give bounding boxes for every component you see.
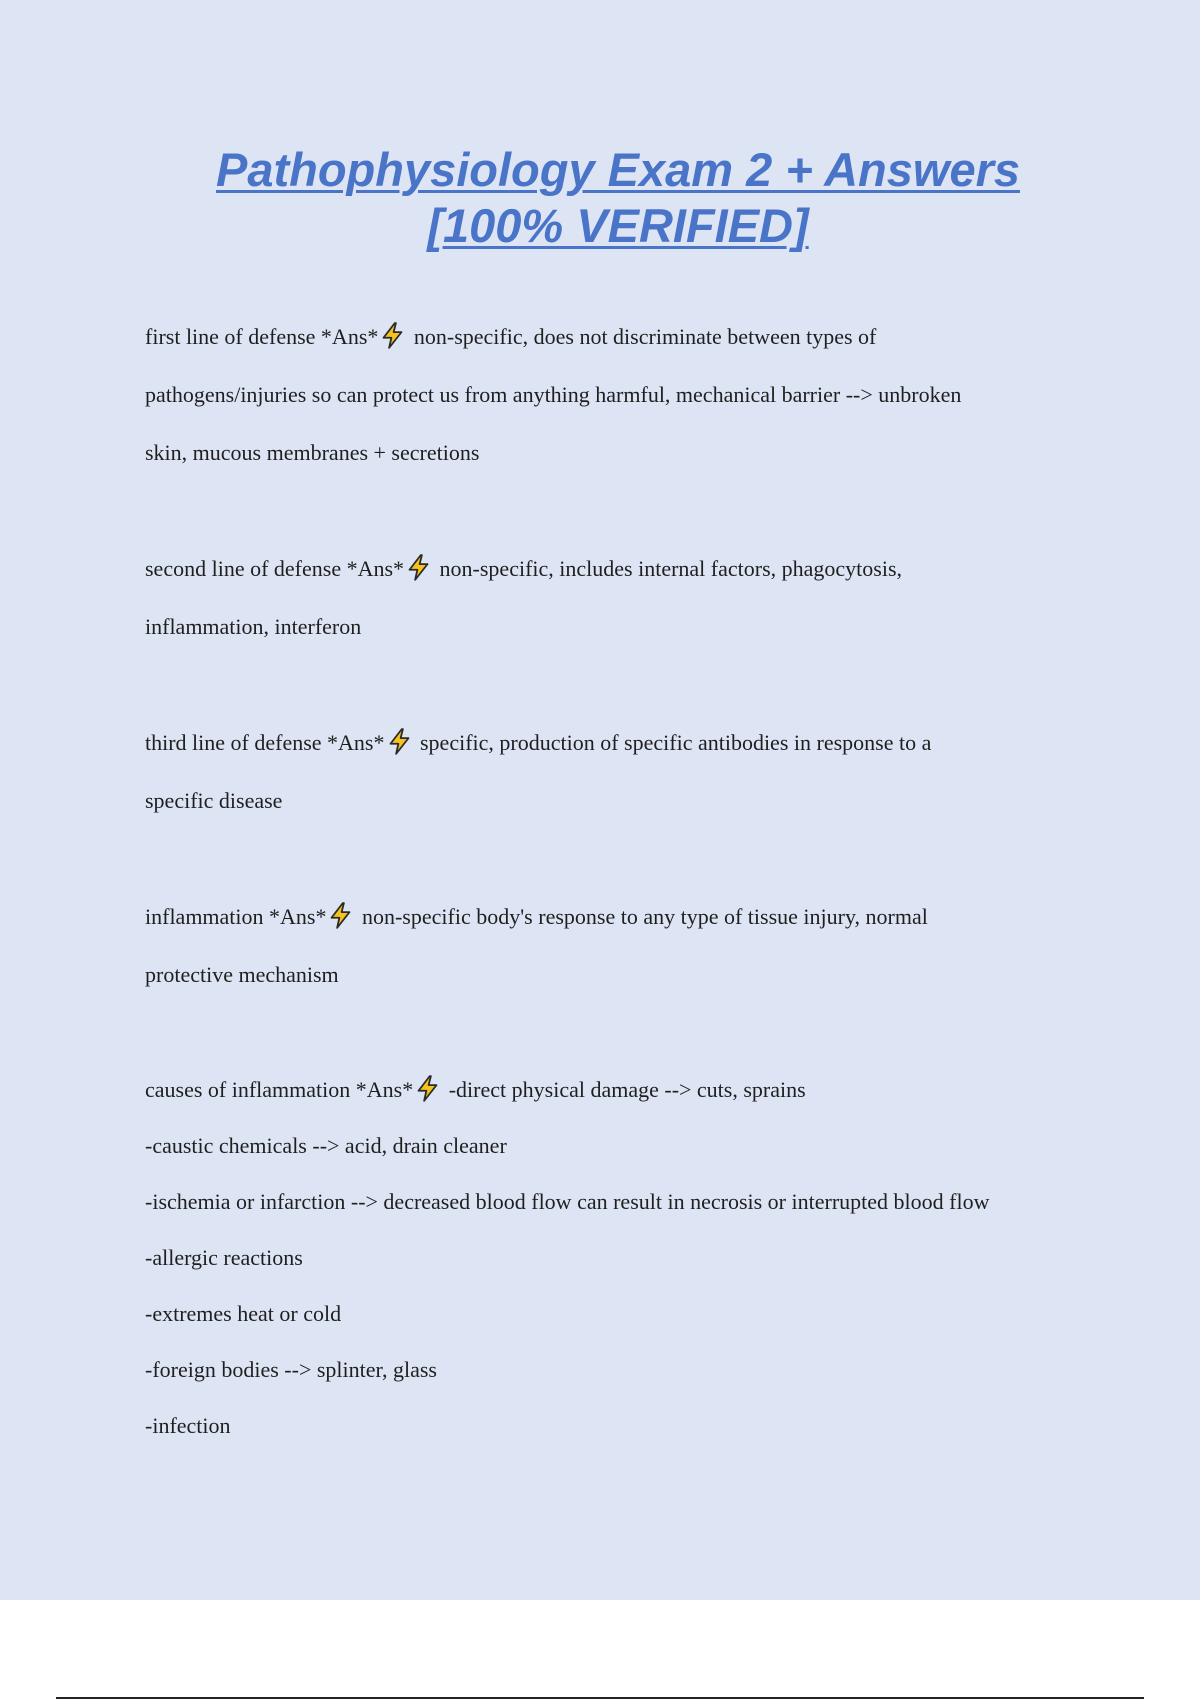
qa-answer-line: non-specific, includes internal factors, phagocytosis, — [434, 556, 903, 581]
lightning-bolt-icon — [405, 554, 432, 581]
qa-list — [145, 308, 1105, 1454]
qa-line — [145, 1062, 1105, 1118]
qa-term: third line of defense *Ans* — [145, 730, 385, 755]
qa-answer-line: inflammation, interferon — [145, 614, 362, 639]
qa-term: second line of defense *Ans* — [145, 556, 405, 581]
qa-answer-line: non-specific, does not discriminate between types of — [408, 324, 877, 349]
lightning-bolt-icon — [379, 322, 406, 349]
qa-answer-line: -extremes heat or cold — [145, 1301, 342, 1326]
title-line-2: [100% VERIFIED] — [427, 199, 809, 252]
qa-answer-line: -caustic chemicals --> acid, drain cleaner — [145, 1133, 507, 1158]
qa-item-second-line-of-defense — [145, 540, 1105, 656]
qa-term: causes of inflammation *Ans* — [145, 1077, 414, 1102]
qa-answer-line: -foreign bodies --> splinter, glass — [145, 1357, 437, 1382]
qa-term: inflammation *Ans* — [145, 904, 327, 929]
title-line-1: Pathophysiology Exam 2 + Answers — [215, 143, 1021, 196]
qa-line — [145, 714, 1105, 772]
qa-answer-line: -ischemia or infarction --> decreased blood flow can result in necrosis or interrupted blood flow — [145, 1189, 990, 1214]
lightning-bolt-icon — [327, 902, 354, 929]
lightning-bolt-icon — [386, 728, 413, 755]
document-title — [0, 142, 1200, 254]
qa-answer-line: -infection — [145, 1413, 231, 1438]
qa-item-first-line-of-defense — [145, 308, 1105, 482]
qa-line — [145, 888, 1105, 946]
lightning-bolt-icon — [414, 1075, 441, 1102]
qa-answer-line: protective mechanism — [145, 962, 339, 987]
qa-item-inflammation — [145, 888, 1105, 1004]
qa-answer-line: specific, production of specific antibodies in response to a — [414, 730, 932, 755]
qa-answer-line: specific disease — [145, 788, 283, 813]
footer-divider — [56, 1697, 1144, 1699]
qa-answer-line: -allergic reactions — [145, 1245, 303, 1270]
qa-answer-line: pathogens/injuries so can protect us from anything harmful, mechanical barrier --> unbroken — [145, 382, 962, 407]
qa-term: first line of defense *Ans* — [145, 324, 379, 349]
qa-answer-line: skin, mucous membranes + secretions — [145, 440, 480, 465]
qa-item-causes-of-inflammation — [145, 1062, 1105, 1454]
qa-line — [145, 308, 1105, 366]
qa-answer-line: non-specific body's response to any type of tissue injury, normal — [356, 904, 928, 929]
qa-answer-line: -direct physical damage --> cuts, sprains — [443, 1077, 806, 1102]
qa-item-third-line-of-defense — [145, 714, 1105, 830]
qa-line — [145, 540, 1105, 598]
